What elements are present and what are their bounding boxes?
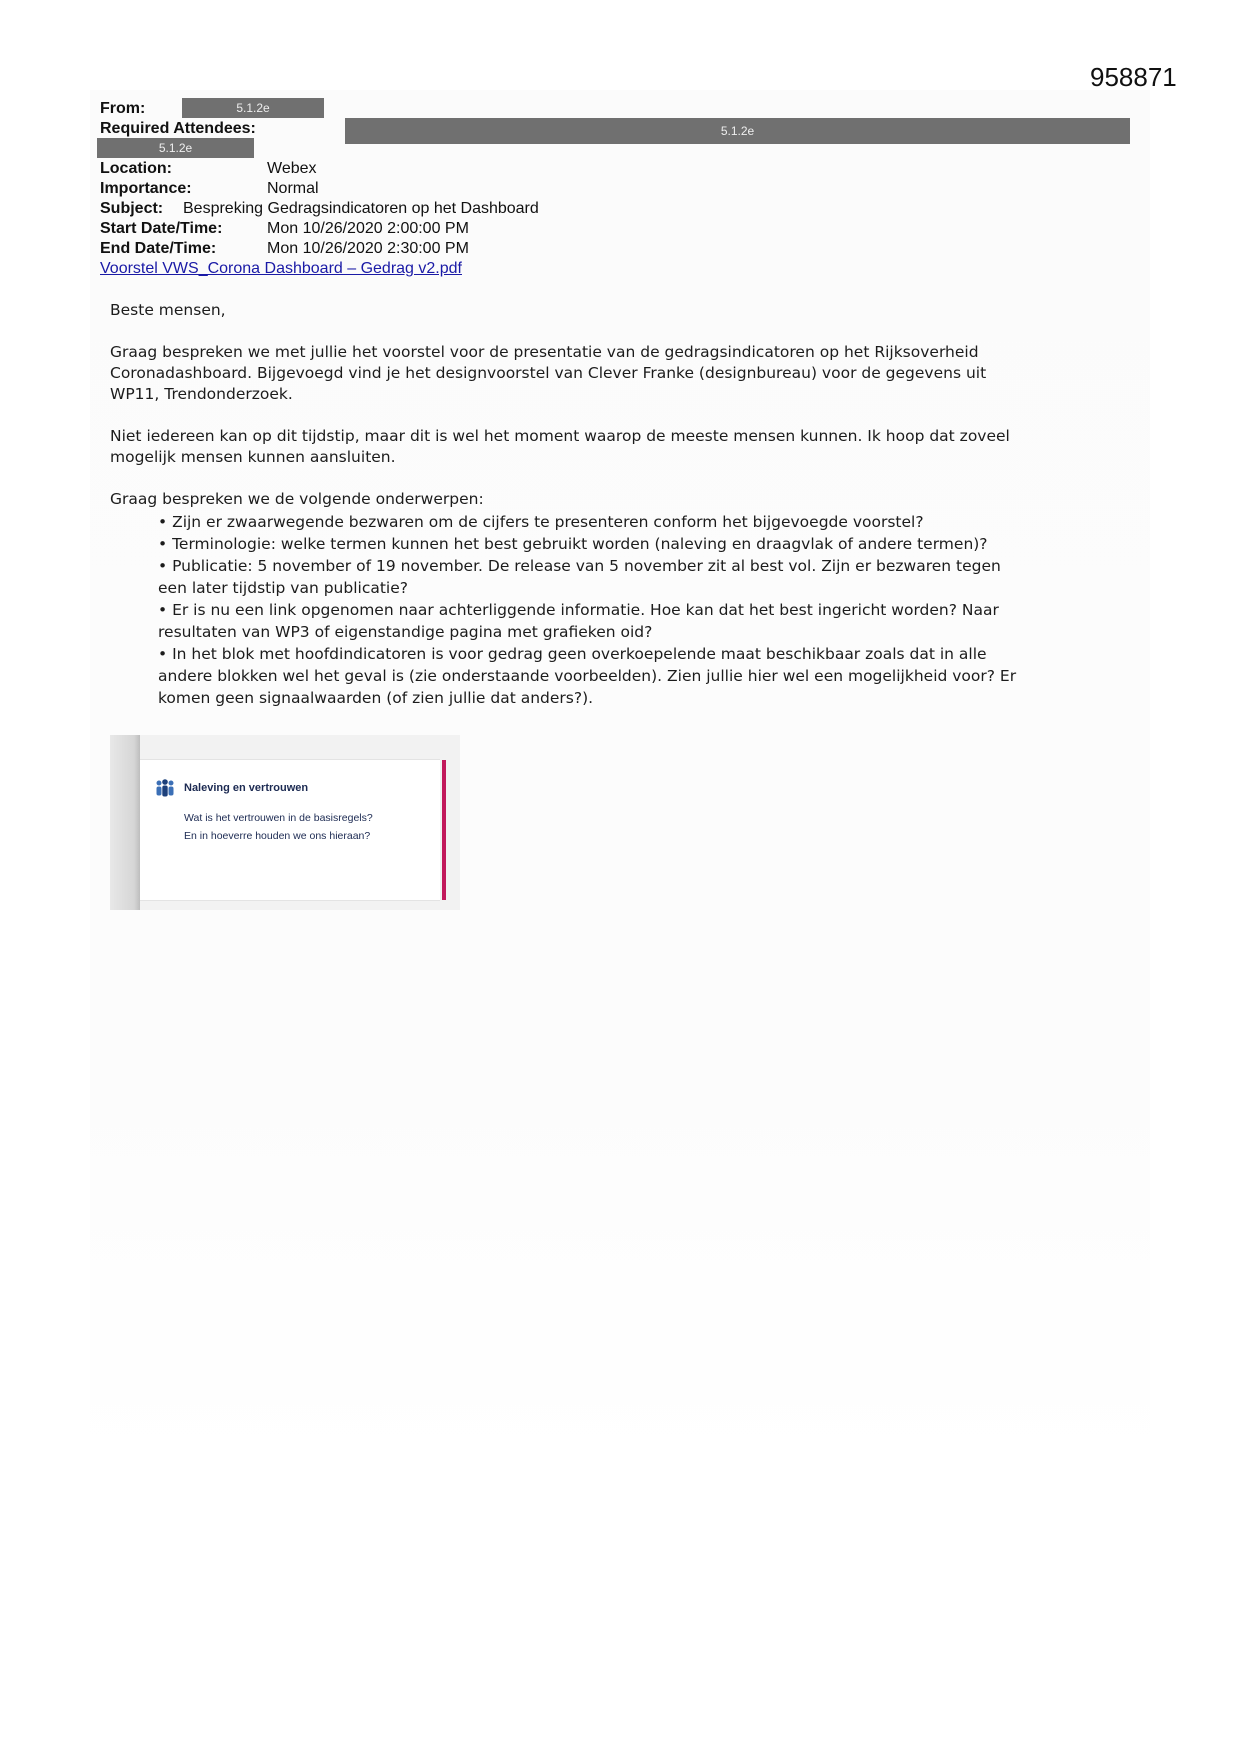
attachment-link[interactable]: Voorstel VWS_Corona Dashboard – Gedrag v2.pdf [100,260,462,277]
list-item: • Publicatie: 5 november of 19 november. De release van 5 november zit al best vol. Zijn er bezwaren tegen [158,557,1001,575]
attendees-redaction: 5.1.2e [345,118,1130,144]
from-label: From: [100,100,146,117]
importance-value: Normal [267,180,319,197]
people-group-icon [154,778,176,800]
start-value: Mon 10/26/2020 2:00:00 PM [267,220,469,237]
subject-value: Bespreking Gedragsindicatoren op het Dashboard [183,200,539,217]
card-line-1: Wat is het vertrouwen in de basisregels? [184,812,373,824]
attendees-redaction-2: 5.1.2e [97,138,254,158]
greeting: Beste mensen, [110,301,226,319]
list-item: een later tijdstip van publicatie? [158,579,408,597]
list-item: • Terminologie: welke termen kunnen het best gebruikt worden (naleving en draagvlak of andere termen)? [158,535,988,553]
list-item: • Er is nu een link opgenomen naar achterliggende informatie. Hoe kan dat het best ingericht worden? Naar [158,601,999,619]
subject-label: Subject: [100,200,164,217]
card-accent-bar [442,760,446,900]
list-item: resultaten van WP3 of eigenstandige pagina met grafieken oid? [158,623,653,641]
list-item: komen geen signaalwaarden (of zien jullie dat anders?). [158,689,594,707]
topics-list [158,511,1138,709]
end-label: End Date/Time: [100,240,217,257]
importance-label: Importance: [100,180,192,197]
list-item: • Zijn er zwaarwegende bezwaren om de cijfers te presenteren conform het bijgevoegde voorstel? [158,513,924,531]
attendees-label: Required Attendees: [100,120,256,137]
dashboard-card [140,759,440,901]
from-redaction: 5.1.2e [182,98,324,118]
paragraph-1-line-2: Coronadashboard. Bijgevoegd vind je het designvoorstel van Clever Franke (designbureau) voor de gegevens uit [110,364,987,382]
location-label: Location: [100,160,172,177]
card-line-2: En in hoeverre houden we ons hieraan? [184,830,371,842]
card-shadow [110,735,140,910]
list-item: andere blokken wel het geval is (zie onderstaande voorbeelden). Zien jullie hier wel een mogelijkheid voor? Er [158,667,1017,685]
paragraph-3: Graag bespreken we de volgende onderwerpen: [110,490,484,508]
dashboard-card-image [110,735,460,910]
paragraph-2-line-1: Niet iedereen kan op dit tijdstip, maar dit is wel het moment waarop de meeste mensen kunnen. Ik hoop dat zoveel [110,427,1010,445]
location-value: Webex [267,160,317,177]
start-label: Start Date/Time: [100,220,223,237]
list-item: • In het blok met hoofdindicatoren is voor gedrag geen overkoepelende maat beschikbaar zoals dat in alle [158,645,987,663]
document-number: 958871 [1090,62,1177,92]
paragraph-1-line-3: WP11, Trendonderzoek. [110,385,293,403]
paragraph-1-line-1: Graag bespreken we met jullie het voorstel voor de presentatie van de gedragsindicatoren op het Rijksoverheid [110,343,979,361]
paragraph-2-line-2: mogelijk mensen kunnen aansluiten. [110,448,396,466]
card-title: Naleving en vertrouwen [184,782,309,794]
end-value: Mon 10/26/2020 2:30:00 PM [267,240,469,257]
